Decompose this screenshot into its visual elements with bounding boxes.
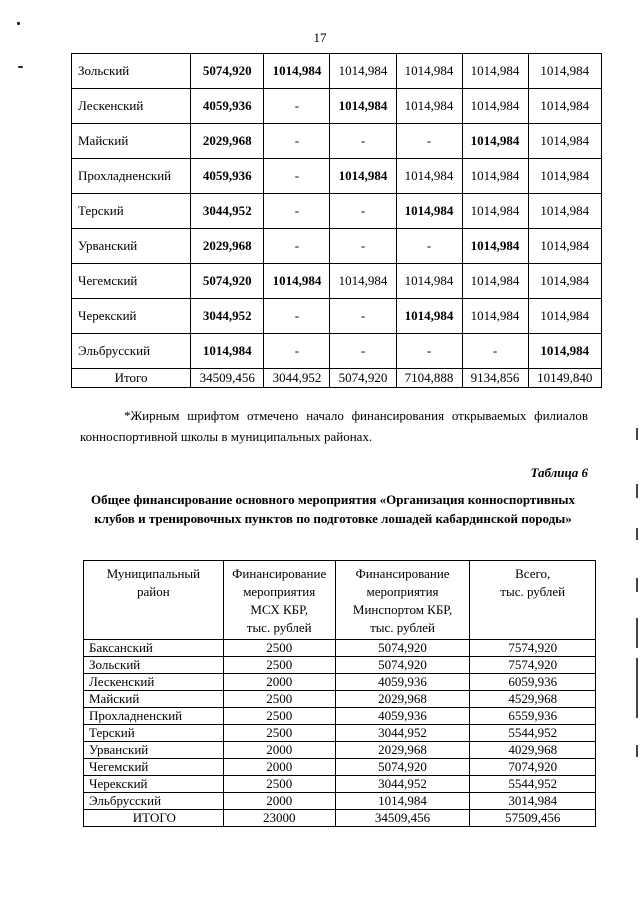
funding-value-cell: 2029,968 (335, 742, 470, 759)
funding-value-cell: 6559,936 (470, 708, 596, 725)
scan-edge-mark (636, 484, 638, 498)
column-header-line: Всего, (515, 566, 551, 581)
column-header (470, 561, 596, 640)
funding-value-cell: 2000 (223, 742, 335, 759)
total-value-cell: 3044,952 (264, 369, 330, 388)
total-value-cell: 7104,888 (396, 369, 462, 388)
table-row (72, 299, 602, 334)
funding-value-cell: 1014,984 (528, 159, 601, 194)
funding-value-cell: 1014,984 (462, 54, 528, 89)
funding-value-cell: - (396, 124, 462, 159)
column-header (223, 561, 335, 640)
table-row (72, 194, 602, 229)
funding-value-cell: 1014,984 (396, 264, 462, 299)
funding-value-cell: 5074,920 (191, 54, 264, 89)
total-row (72, 369, 602, 388)
column-header-line: тыс. рублей (246, 620, 312, 635)
total-value-cell: 23000 (223, 810, 335, 827)
funding-value-cell: 1014,984 (396, 194, 462, 229)
table-row (72, 124, 602, 159)
funding-value-cell: 1014,984 (264, 54, 330, 89)
funding-value-cell: 1014,984 (528, 89, 601, 124)
funding-value-cell: 1014,984 (462, 194, 528, 229)
funding-value-cell: 1014,984 (462, 124, 528, 159)
district-name-cell: Терский (84, 725, 224, 742)
funding-value-cell: 1014,984 (335, 793, 470, 810)
funding-value-cell: 2000 (223, 759, 335, 776)
funding-value-cell: 2500 (223, 708, 335, 725)
column-header-line: Финансирование (355, 566, 450, 581)
funding-value-cell: 3044,952 (191, 299, 264, 334)
table-row (72, 264, 602, 299)
table-row (72, 334, 602, 369)
funding-value-cell: - (264, 159, 330, 194)
table-title: Общее финансирование основного мероприятия «Организация конноспортивных клубов и тренировочных пунктов по подготовке лошадей кабардинской породы» (91, 492, 575, 526)
column-header-line: мероприятия (243, 584, 316, 599)
funding-value-cell: - (264, 194, 330, 229)
funding-value-cell: 1014,984 (528, 229, 601, 264)
funding-value-cell: 2500 (223, 657, 335, 674)
district-name-cell: Чегемский (72, 264, 191, 299)
funding-value-cell: - (330, 194, 396, 229)
district-name-cell: Зольский (72, 54, 191, 89)
table-row (84, 776, 596, 793)
funding-value-cell: 1014,984 (528, 54, 601, 89)
funding-value-cell: - (264, 299, 330, 334)
funding-value-cell: 2029,968 (191, 124, 264, 159)
funding-value-cell: - (264, 229, 330, 264)
column-header-line: Финансирование (232, 566, 327, 581)
funding-value-cell: - (330, 334, 396, 369)
funding-value-cell: 2000 (223, 674, 335, 691)
table-row (84, 742, 596, 759)
page-number: 17 (313, 30, 327, 45)
district-name-cell: Прохладненский (84, 708, 224, 725)
total-value-cell: 34509,456 (191, 369, 264, 388)
funding-value-cell: - (330, 229, 396, 264)
total-value-cell: 5074,920 (330, 369, 396, 388)
funding-value-cell: 2029,968 (191, 229, 264, 264)
column-header (335, 561, 470, 640)
funding-value-cell: 1014,984 (528, 334, 601, 369)
funding-value-cell: 1014,984 (330, 159, 396, 194)
funding-value-cell: 2500 (223, 725, 335, 742)
funding-value-cell: 4059,936 (335, 674, 470, 691)
funding-value-cell: 2500 (223, 691, 335, 708)
funding-value-cell: 1014,984 (330, 54, 396, 89)
funding-value-cell: 5074,920 (335, 657, 470, 674)
funding-value-cell: 3044,952 (335, 776, 470, 793)
funding-value-cell: 1014,984 (528, 194, 601, 229)
funding-value-cell: - (264, 124, 330, 159)
funding-value-cell: 1014,984 (528, 124, 601, 159)
table-row (84, 725, 596, 742)
funding-value-cell: 5074,920 (335, 640, 470, 657)
district-name-cell: Майский (84, 691, 224, 708)
funding-value-cell: 1014,984 (396, 299, 462, 334)
column-header-line: тыс. рублей (370, 620, 435, 635)
funding-value-cell: 4059,936 (191, 159, 264, 194)
funding-value-cell: 2500 (223, 640, 335, 657)
funding-value-cell: - (396, 334, 462, 369)
district-name-cell: Эльбрусский (72, 334, 191, 369)
funding-schedule-table (71, 53, 602, 388)
district-name-cell: Чегемский (84, 759, 224, 776)
table-row (84, 674, 596, 691)
funding-schedule-body (72, 54, 602, 388)
funding-value-cell: 4029,968 (470, 742, 596, 759)
district-name-cell: Черекский (84, 776, 224, 793)
column-header-line: Минспортом КБР, (352, 602, 453, 617)
funding-value-cell: 5544,952 (470, 725, 596, 742)
funding-value-cell: 1014,984 (264, 264, 330, 299)
funding-value-cell: - (330, 299, 396, 334)
funding-value-cell: - (330, 124, 396, 159)
funding-value-cell: 1014,984 (462, 299, 528, 334)
footnote: *Жирным шрифтом отмечено начало финансирования открываемых филиалов конноспортивной школы в муниципальных районах. (80, 408, 588, 444)
funding-value-cell: 7074,920 (470, 759, 596, 776)
scan-speck (18, 66, 23, 68)
column-header (84, 561, 224, 640)
funding-value-cell: - (396, 229, 462, 264)
column-header-line: Муниципальный (106, 566, 201, 581)
scan-edge-mark (636, 428, 638, 440)
table-row (72, 54, 602, 89)
funding-value-cell: 1014,984 (462, 264, 528, 299)
table-header-row (84, 561, 596, 640)
funding-value-cell: 1014,984 (396, 89, 462, 124)
total-label-cell: Итого (72, 369, 191, 388)
total-funding-body (84, 640, 596, 827)
district-name-cell: Черекский (72, 299, 191, 334)
column-header-line: мероприятия (366, 584, 439, 599)
district-name-cell: Урванский (84, 742, 224, 759)
funding-value-cell: 1014,984 (528, 299, 601, 334)
scan-edge-mark (636, 618, 638, 648)
total-row (84, 810, 596, 827)
column-header-line: тыс. рублей (500, 584, 566, 599)
table-row (84, 657, 596, 674)
table-row (72, 229, 602, 264)
scan-edge-mark (636, 658, 638, 718)
table-row (84, 793, 596, 810)
scan-edge-mark (636, 578, 638, 592)
funding-value-cell: 2000 (223, 793, 335, 810)
funding-value-cell: 1014,984 (330, 89, 396, 124)
total-value-cell: 9134,856 (462, 369, 528, 388)
total-value-cell: 10149,840 (528, 369, 601, 388)
district-name-cell: Эльбрусский (84, 793, 224, 810)
funding-value-cell: 1014,984 (396, 159, 462, 194)
funding-value-cell: 3044,952 (191, 194, 264, 229)
column-header-line: МСХ КБР, (250, 602, 308, 617)
table-row (84, 691, 596, 708)
district-name-cell: Прохладненский (72, 159, 191, 194)
district-name-cell: Урванский (72, 229, 191, 264)
funding-value-cell: 2500 (223, 776, 335, 793)
funding-value-cell: 6059,936 (470, 674, 596, 691)
funding-value-cell: 1014,984 (462, 89, 528, 124)
district-name-cell: Лескенский (84, 674, 224, 691)
column-header-line: район (137, 584, 170, 599)
funding-value-cell: - (264, 334, 330, 369)
funding-value-cell: - (462, 334, 528, 369)
district-name-cell: Лескенский (72, 89, 191, 124)
funding-value-cell: 7574,920 (470, 640, 596, 657)
district-name-cell: Терский (72, 194, 191, 229)
total-funding-table (83, 560, 596, 827)
funding-value-cell: 2029,968 (335, 691, 470, 708)
table-row (72, 159, 602, 194)
scan-speck (17, 22, 20, 25)
table-row (84, 640, 596, 657)
funding-value-cell: 1014,984 (396, 54, 462, 89)
funding-value-cell: 1014,984 (462, 229, 528, 264)
scan-edge-mark (636, 528, 638, 540)
funding-value-cell: 5074,920 (191, 264, 264, 299)
funding-value-cell: 3014,984 (470, 793, 596, 810)
table-row (72, 89, 602, 124)
district-name-cell: Баксанский (84, 640, 224, 657)
table-row (84, 759, 596, 776)
total-label-cell: ИТОГО (84, 810, 224, 827)
total-value-cell: 34509,456 (335, 810, 470, 827)
funding-value-cell: - (264, 89, 330, 124)
scan-edge-mark (636, 745, 638, 757)
funding-value-cell: 7574,920 (470, 657, 596, 674)
funding-value-cell: 4059,936 (335, 708, 470, 725)
funding-value-cell: 1014,984 (191, 334, 264, 369)
funding-value-cell: 1014,984 (462, 159, 528, 194)
funding-value-cell: 5544,952 (470, 776, 596, 793)
funding-value-cell: 1014,984 (528, 264, 601, 299)
funding-value-cell: 4529,968 (470, 691, 596, 708)
funding-value-cell: 5074,920 (335, 759, 470, 776)
funding-value-cell: 4059,936 (191, 89, 264, 124)
funding-value-cell: 1014,984 (330, 264, 396, 299)
district-name-cell: Майский (72, 124, 191, 159)
district-name-cell: Зольский (84, 657, 224, 674)
funding-value-cell: 3044,952 (335, 725, 470, 742)
total-value-cell: 57509,456 (470, 810, 596, 827)
table-caption: Таблица 6 (530, 465, 588, 480)
table-row (84, 708, 596, 725)
